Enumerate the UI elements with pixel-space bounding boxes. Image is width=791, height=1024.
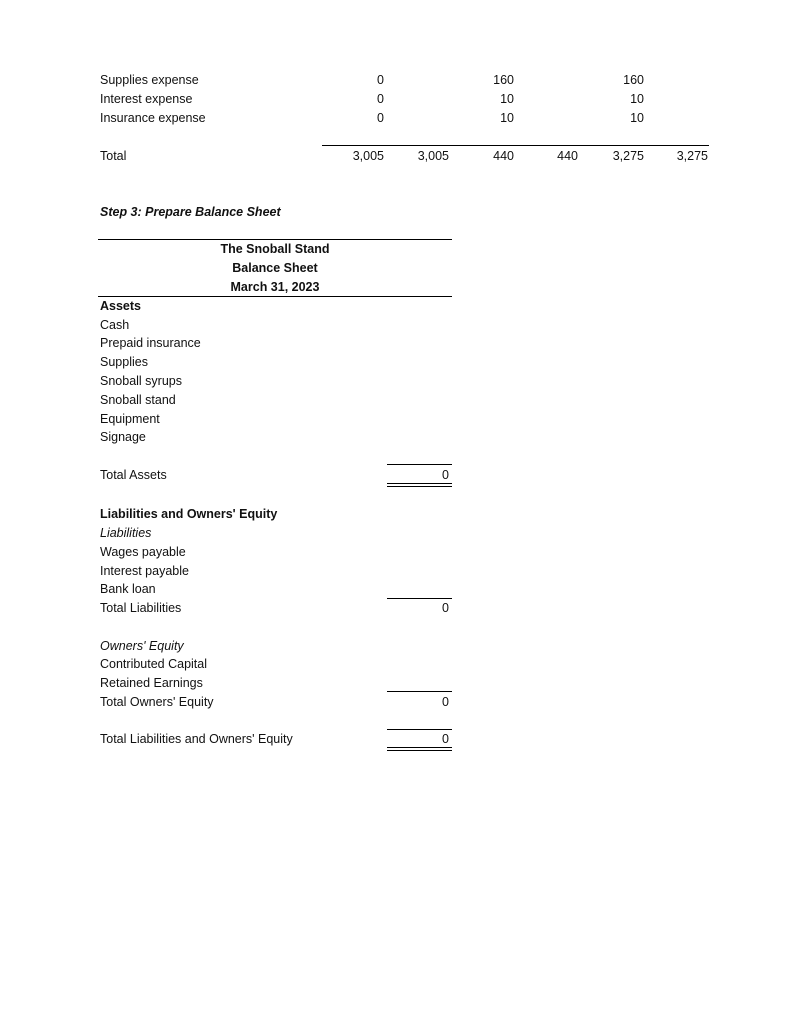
cell: 160: [493, 73, 514, 87]
total-le-double-rule: [387, 747, 452, 751]
total-liabilities-rule: [387, 598, 452, 599]
total-le-top-rule: [387, 729, 452, 730]
cell: 10: [500, 111, 514, 125]
cell: 10: [630, 111, 644, 125]
row-label: Insurance expense: [100, 111, 206, 125]
total-cell: 3,005: [352, 149, 384, 163]
total-equity-rule: [387, 691, 452, 692]
total-assets-label: Total Assets: [100, 468, 167, 482]
total-label: Total: [100, 149, 127, 163]
assets-heading: Assets: [100, 299, 141, 313]
equity-item: Contributed Capital: [100, 657, 208, 671]
total-assets-double-rule: [387, 483, 452, 487]
row-label: Interest expense: [100, 92, 193, 106]
statement-date: March 31, 2023: [230, 280, 320, 294]
cell: 160: [623, 73, 644, 87]
total-assets-value: 0: [442, 468, 449, 482]
total-equity-label: Total Owners' Equity: [100, 695, 214, 709]
total-cell: 440: [493, 149, 514, 163]
liability-item: Bank loan: [100, 582, 156, 596]
liability-item: Wages payable: [100, 545, 186, 559]
total-cell: 3,275: [676, 149, 708, 163]
total-assets-top-rule: [387, 464, 452, 465]
equity-item: Retained Earnings: [100, 676, 203, 690]
total-le-value: 0: [442, 732, 449, 746]
cell: 10: [630, 92, 644, 106]
cell: 0: [377, 73, 384, 87]
header-bottom-rule: [98, 296, 452, 297]
total-liabilities-label: Total Liabilities: [100, 601, 182, 615]
total-liabilities-value: 0: [442, 601, 449, 615]
step3-title: Step 3: Prepare Balance Sheet: [100, 205, 281, 219]
total-cell: 3,275: [612, 149, 644, 163]
company-name: The Snoball Stand: [220, 242, 330, 256]
asset-item: Prepaid insurance: [100, 336, 201, 350]
total-equity-value: 0: [442, 695, 449, 709]
row-label: Supplies expense: [100, 73, 199, 87]
liabilities-subheading: Liabilities: [100, 526, 152, 540]
liabilities-equity-heading: Liabilities and Owners' Equity: [100, 507, 278, 521]
total-le-label: Total Liabilities and Owners' Equity: [100, 732, 293, 746]
total-cell: 440: [557, 149, 578, 163]
liability-item: Interest payable: [100, 564, 189, 578]
asset-item: Signage: [100, 430, 146, 444]
statement-name: Balance Sheet: [232, 261, 318, 275]
total-top-rule: [322, 145, 709, 146]
cell: 0: [377, 92, 384, 106]
asset-item: Snoball syrups: [100, 374, 182, 388]
asset-item: Equipment: [100, 412, 160, 426]
cell: 10: [500, 92, 514, 106]
header-top-rule: [98, 239, 452, 240]
equity-subheading: Owners' Equity: [100, 639, 184, 653]
asset-item: Supplies: [100, 355, 148, 369]
asset-item: Cash: [100, 318, 130, 332]
total-cell: 3,005: [417, 149, 449, 163]
asset-item: Snoball stand: [100, 393, 176, 407]
cell: 0: [377, 111, 384, 125]
